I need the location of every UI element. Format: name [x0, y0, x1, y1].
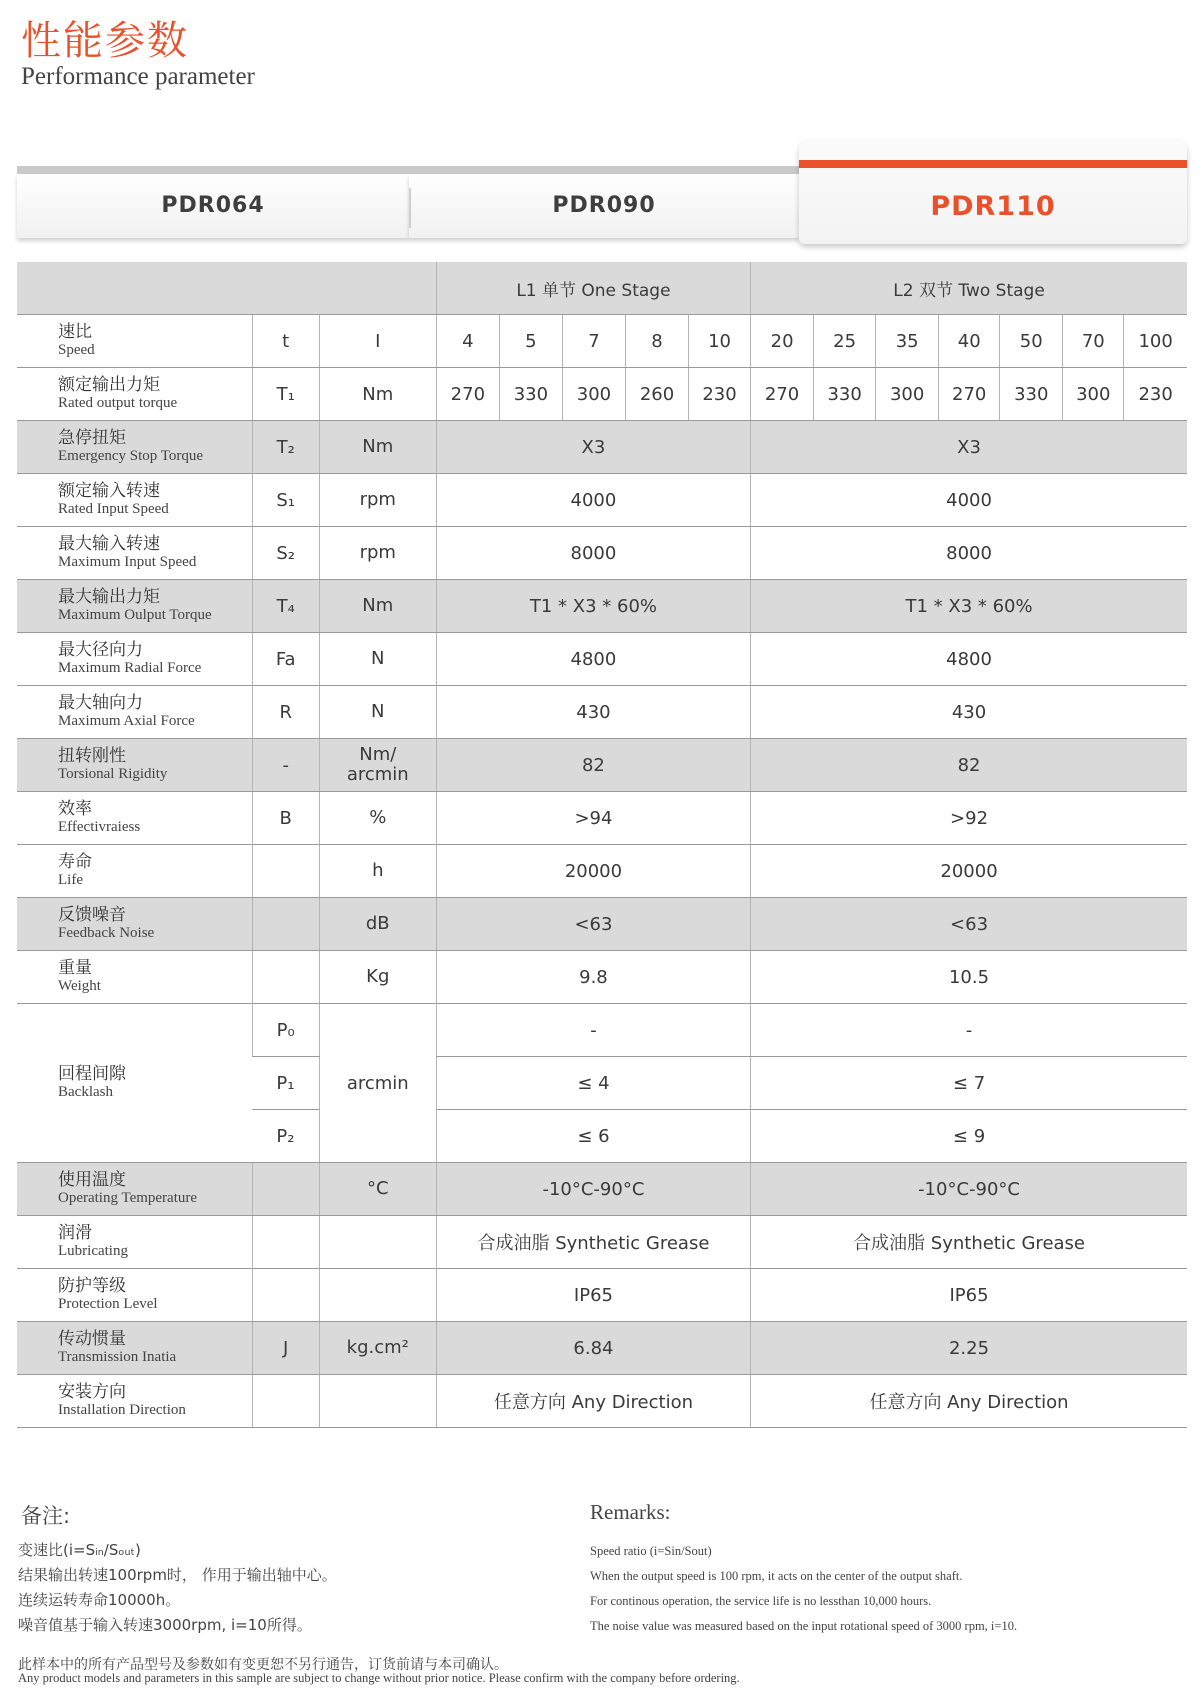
stage2-header: L2 双节 Two Stage	[751, 262, 1187, 315]
stage1-value: <63	[436, 898, 750, 951]
stage2-value: 任意方向 Any Direction	[751, 1375, 1187, 1428]
table-row	[17, 368, 1187, 421]
param-name	[17, 527, 252, 580]
stage2-value: 合成油脂 Synthetic Grease	[751, 1216, 1187, 1269]
param-name-en: Protection Level	[58, 1296, 158, 1312]
param-name-cn: 寿命	[58, 852, 92, 872]
tab-top-line	[17, 166, 799, 174]
tab-pdr064[interactable]: PDR064	[17, 174, 409, 238]
param-name	[17, 1269, 252, 1322]
footer-notice-cn: 此样本中的所有产品型号及参数如有变更恕不另行通告，订货前请与本司确认。	[18, 1657, 508, 1673]
remark-en-line: When the output speed is 100 rpm, it acts on the center of the output shaft.	[590, 1569, 963, 1583]
param-name	[17, 368, 252, 421]
param-name-cn: 回程间隙	[58, 1064, 126, 1084]
stage2-value: 2.25	[751, 1322, 1187, 1375]
remarks-cn	[18, 1538, 337, 1638]
param-symbol: -	[252, 739, 319, 792]
param-symbol	[252, 1216, 319, 1269]
param-name-cn: 急停扭矩	[58, 428, 126, 448]
param-unit: N	[319, 633, 436, 686]
table-row	[17, 1216, 1187, 1269]
ratio-cell: 8	[625, 315, 688, 368]
stage2-value: <63	[751, 898, 1187, 951]
param-unit: rpm	[319, 474, 436, 527]
stage1-header: L1 单节 One Stage	[436, 262, 750, 315]
stage2-value: 20000	[751, 845, 1187, 898]
param-name-en: Weight	[58, 978, 101, 994]
param-name	[17, 1322, 252, 1375]
model-tabs	[17, 166, 1187, 240]
param-symbol	[252, 1163, 319, 1216]
tab-pdr110-label: PDR110	[930, 191, 1056, 222]
param-name-en: Rated output torque	[58, 395, 178, 411]
stage1-value: -	[436, 1004, 750, 1057]
param-name-cn: 安装方向	[58, 1382, 126, 1402]
stage2-value: 4000	[751, 474, 1187, 527]
param-symbol: R	[252, 686, 319, 739]
param-name	[17, 739, 252, 792]
param-name-cn: 使用温度	[58, 1170, 126, 1190]
stage1-value: 任意方向 Any Direction	[436, 1375, 750, 1428]
param-name-en: Emergency Stop Torque	[58, 448, 204, 464]
param-unit: I	[319, 315, 436, 368]
table-row	[17, 315, 1187, 368]
param-symbol: S₂	[252, 527, 319, 580]
param-name-en: Life	[58, 872, 83, 888]
torque-cell: 300	[562, 368, 625, 421]
remark-en-line: Speed ratio (i=Sin/Sout)	[590, 1544, 712, 1558]
param-symbol: S₁	[252, 474, 319, 527]
torque-cell: 330	[499, 368, 562, 421]
table-row	[17, 527, 1187, 580]
stage2-value: ≤ 7	[751, 1057, 1187, 1110]
torque-cell: 270	[436, 368, 499, 421]
param-unit: Nm	[319, 580, 436, 633]
torque-cell: 270	[939, 368, 1000, 421]
torque-cell: 260	[625, 368, 688, 421]
param-name	[17, 633, 252, 686]
table-row	[17, 1269, 1187, 1322]
table-row	[17, 580, 1187, 633]
param-name	[17, 580, 252, 633]
ratio-cell: 4	[436, 315, 499, 368]
table-row	[17, 951, 1187, 1004]
stage1-value: ≤ 6	[436, 1110, 750, 1163]
param-name-en: Maximum Oulput Torque	[58, 607, 212, 623]
tab-pdr110[interactable]	[799, 140, 1187, 244]
param-name-cn: 速比	[58, 322, 92, 342]
param-symbol: T₄	[252, 580, 319, 633]
param-name-cn: 防护等级	[58, 1276, 126, 1296]
param-symbol: T₁	[252, 368, 319, 421]
param-symbol	[252, 1269, 319, 1322]
table-row	[17, 633, 1187, 686]
param-unit	[319, 1375, 436, 1428]
stage1-value: 20000	[436, 845, 750, 898]
stage2-value: X3	[751, 421, 1187, 474]
torque-cell: 270	[751, 368, 814, 421]
param-name-en: Maximum Input Speed	[58, 554, 197, 570]
table-row	[17, 1322, 1187, 1375]
param-name	[17, 792, 252, 845]
param-name-en: Operating Temperature	[58, 1190, 198, 1206]
param-name-cn: 额定输出力矩	[58, 375, 160, 395]
param-symbol	[252, 951, 319, 1004]
table-row	[17, 262, 1187, 315]
param-name-cn: 最大输出力矩	[58, 587, 160, 607]
stage1-value: T1 * X3 * 60%	[436, 580, 750, 633]
stage1-value: 合成油脂 Synthetic Grease	[436, 1216, 750, 1269]
param-name	[17, 1163, 252, 1216]
remarks-en-title: Remarks:	[590, 1500, 671, 1524]
param-name-en: Lubricating	[58, 1243, 128, 1259]
table-row	[17, 1375, 1187, 1428]
param-name-en: Effectivraiess	[58, 819, 141, 835]
param-name-en: Maximum Axial Force	[58, 713, 195, 729]
param-name-cn: 传动惯量	[58, 1329, 126, 1349]
stage2-value: 430	[751, 686, 1187, 739]
param-name-cn: 额定输入转速	[58, 481, 160, 501]
torque-cell: 330	[1000, 368, 1063, 421]
stage2-value: -10°C-90°C	[751, 1163, 1187, 1216]
param-unit: kg.cm²	[319, 1322, 436, 1375]
param-unit	[319, 1269, 436, 1322]
param-name-en: Speed	[58, 342, 95, 358]
remark-en-line: The noise value was measured based on the input rotational speed of 3000 rpm, i=10.	[590, 1619, 1018, 1633]
ratio-cell: 7	[562, 315, 625, 368]
param-unit: dB	[319, 898, 436, 951]
table-row	[17, 898, 1187, 951]
page-subtitle: Performance parameter	[21, 63, 255, 90]
param-name-en: Torsional Rigidity	[58, 766, 168, 782]
stage2-value: 4800	[751, 633, 1187, 686]
stage2-value: 8000	[751, 527, 1187, 580]
stage1-value: X3	[436, 421, 750, 474]
param-name	[17, 951, 252, 1004]
stage1-value: 82	[436, 739, 750, 792]
spec-table	[17, 262, 1187, 1428]
table-row	[17, 686, 1187, 739]
torque-cell: 300	[876, 368, 939, 421]
param-name-cn: 最大径向力	[58, 640, 143, 660]
param-unit: %	[319, 792, 436, 845]
param-name-en: Installation Direction	[58, 1402, 186, 1418]
param-symbol	[252, 898, 319, 951]
ratio-cell: 10	[689, 315, 751, 368]
stage1-value: 9.8	[436, 951, 750, 1004]
param-unit: Nm	[319, 421, 436, 474]
param-name-en: Backlash	[58, 1084, 113, 1100]
remark-cn-line: 结果输出转速100rpm时， 作用于输出轴中心。	[18, 1566, 337, 1584]
table-row	[17, 474, 1187, 527]
stage1-value: 4000	[436, 474, 750, 527]
param-name	[17, 315, 252, 368]
param-name	[17, 1004, 252, 1163]
param-name-cn: 重量	[58, 958, 92, 978]
stage1-value: 430	[436, 686, 750, 739]
stage2-value: -	[751, 1004, 1187, 1057]
torque-cell: 330	[814, 368, 876, 421]
stage1-value: 4800	[436, 633, 750, 686]
param-symbol: B	[252, 792, 319, 845]
param-unit: Nm	[319, 368, 436, 421]
remarks-en	[590, 1539, 1017, 1639]
stage1-value: >94	[436, 792, 750, 845]
backlash-level-symbol: P₂	[252, 1110, 319, 1163]
param-name-en: Transmission Inatia	[58, 1349, 177, 1365]
stage1-value: IP65	[436, 1269, 750, 1322]
tab-pdr090[interactable]: PDR090	[409, 174, 799, 238]
param-name	[17, 421, 252, 474]
stage1-value: 6.84	[436, 1322, 750, 1375]
param-name-en: Rated Input Speed	[58, 501, 169, 517]
footer-notice-en: Any product models and parameters in this sample are subject to change without prior notice. Please confirm with the company before ordering.	[18, 1671, 740, 1685]
param-name	[17, 474, 252, 527]
param-name-cn: 最大轴向力	[58, 693, 143, 713]
stage1-value: ≤ 4	[436, 1057, 750, 1110]
remarks-cn-title: 备注:	[21, 1504, 71, 1528]
table-row	[17, 1163, 1187, 1216]
ratio-cell: 5	[499, 315, 562, 368]
param-name-en: Feedback Noise	[58, 925, 155, 941]
remark-cn-line: 噪音值基于输入转速3000rpm, i=10所得。	[18, 1616, 312, 1634]
param-name-cn: 最大输入转速	[58, 534, 160, 554]
table-row	[17, 792, 1187, 845]
ratio-cell: 20	[751, 315, 814, 368]
stage1-value: 8000	[436, 527, 750, 580]
table-row	[17, 739, 1187, 792]
torque-cell: 230	[689, 368, 751, 421]
param-name	[17, 1375, 252, 1428]
header-blank	[17, 262, 436, 315]
param-unit: Kg	[319, 951, 436, 1004]
table-row	[17, 421, 1187, 474]
table-row	[17, 1004, 1187, 1057]
torque-cell: 300	[1063, 368, 1124, 421]
page-title: 性能参数	[21, 18, 189, 64]
backlash-unit: arcmin	[319, 1004, 436, 1163]
stage1-value: -10°C-90°C	[436, 1163, 750, 1216]
param-name	[17, 1216, 252, 1269]
param-symbol: J	[252, 1322, 319, 1375]
stage2-value: ≤ 9	[751, 1110, 1187, 1163]
remark-en-line: For continous operation, the service life is no lessthan 10,000 hours.	[590, 1594, 932, 1608]
param-name	[17, 845, 252, 898]
param-unit: N	[319, 686, 436, 739]
remark-cn-line: 变速比(i=Sᵢₙ/Sₒᵤₜ)	[18, 1541, 141, 1559]
stage2-value: >92	[751, 792, 1187, 845]
param-name-cn: 效率	[58, 799, 92, 819]
ratio-cell: 40	[939, 315, 1000, 368]
table-row	[17, 845, 1187, 898]
param-symbol: t	[252, 315, 319, 368]
ratio-cell: 70	[1063, 315, 1124, 368]
param-name	[17, 686, 252, 739]
param-name	[17, 898, 252, 951]
param-unit: Nm/ arcmin	[319, 739, 436, 792]
ratio-cell: 100	[1124, 315, 1187, 368]
param-unit: rpm	[319, 527, 436, 580]
param-symbol: T₂	[252, 421, 319, 474]
param-symbol	[252, 845, 319, 898]
ratio-cell: 25	[814, 315, 876, 368]
param-unit: h	[319, 845, 436, 898]
stage2-value: 82	[751, 739, 1187, 792]
ratio-cell: 35	[876, 315, 939, 368]
backlash-level-symbol: P₁	[252, 1057, 319, 1110]
param-unit	[319, 1216, 436, 1269]
param-unit: °C	[319, 1163, 436, 1216]
param-name-cn: 扭转刚性	[58, 746, 126, 766]
ratio-cell: 50	[1000, 315, 1063, 368]
torque-cell: 230	[1124, 368, 1187, 421]
stage2-value: T1 * X3 * 60%	[751, 580, 1187, 633]
param-symbol	[252, 1375, 319, 1428]
param-name-en: Maximum Radial Force	[58, 660, 202, 676]
stage2-value: 10.5	[751, 951, 1187, 1004]
stage2-value: IP65	[751, 1269, 1187, 1322]
remark-cn-line: 连续运转寿命10000h。	[18, 1591, 181, 1609]
param-name-cn: 反馈噪音	[58, 905, 126, 925]
param-name-cn: 润滑	[58, 1223, 92, 1243]
backlash-level-symbol: P₀	[252, 1004, 319, 1057]
param-symbol: Fa	[252, 633, 319, 686]
